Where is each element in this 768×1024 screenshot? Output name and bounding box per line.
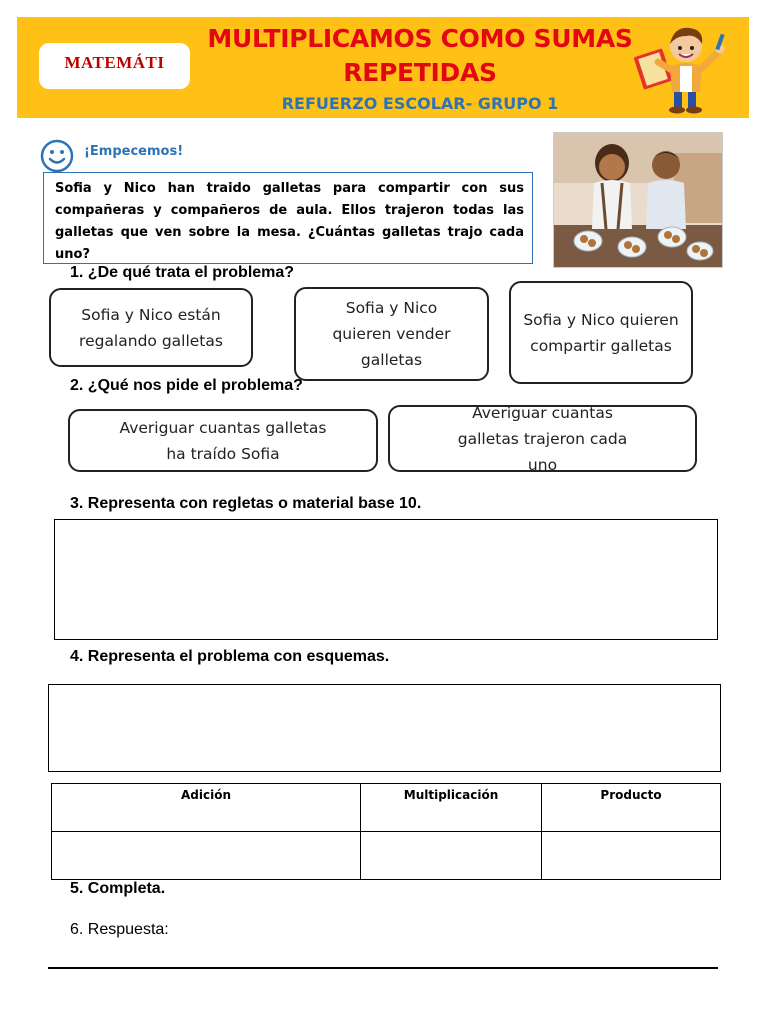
question-4-label: 4. Representa el problema con esquemas.	[70, 648, 390, 665]
student-illustration	[634, 22, 734, 114]
q1-option-1-text: Sofia y Nico están regalando galletas	[79, 305, 223, 350]
q1-option-2[interactable]	[294, 287, 489, 381]
operation-table	[51, 783, 721, 880]
subject-label: MATEMÁTI	[64, 53, 165, 72]
q1-option-3[interactable]	[509, 281, 693, 384]
question-6-label: 6. Respuesta:	[70, 921, 169, 938]
page-title	[190, 22, 650, 90]
table-header-row	[52, 784, 721, 832]
header-producto: Producto	[542, 784, 721, 832]
header-adicion: Adición	[52, 784, 361, 832]
cell-producto[interactable]	[542, 832, 721, 880]
q2-option-1[interactable]	[68, 409, 378, 472]
header-multiplicacion: Multiplicación	[361, 784, 542, 832]
q2-option-2-text: Averiguar cuantas galletas trajeron cada uno	[457, 403, 628, 474]
title-line-2: REPETIDAS	[343, 58, 497, 87]
title-line-1: MULTIPLICAMOS COMO SUMAS	[207, 24, 633, 53]
answer-line[interactable]	[48, 967, 718, 969]
section-heading: ¡Empecemos!	[84, 144, 184, 159]
q1-option-2-text: Sofia y Nico quieren vender galletas	[332, 299, 451, 369]
q1-option-1[interactable]	[49, 288, 253, 367]
subject-badge	[39, 43, 190, 89]
question-3-label: 3. Representa con regletas o material base 10.	[70, 495, 422, 512]
cell-adicion[interactable]	[52, 832, 361, 880]
problem-statement: Sofia y Nico han traido galletas para compartir con sus compañeras y compañeros de aula. Ellos trajeron todas las galletas que ven sobre la mesa. ¿Cuántas galletas trajo cada uno?	[43, 172, 533, 264]
cell-multiplicacion[interactable]	[361, 832, 542, 880]
schema-answer-box[interactable]	[48, 684, 721, 772]
q2-option-2[interactable]	[388, 405, 697, 472]
page-subtitle: REFUERZO ESCOLAR- GRUPO 1	[281, 94, 559, 113]
children-cookies-photo	[553, 132, 723, 268]
question-1-label: 1. ¿De qué trata el problema?	[70, 264, 295, 281]
table-row	[52, 832, 721, 880]
question-2-label: 2. ¿Qué nos pide el problema?	[70, 377, 303, 394]
smiley-icon	[40, 139, 74, 173]
question-5-label: 5. Completa.	[70, 880, 166, 897]
q2-option-1-text: Averiguar cuantas galletas ha traído Sofia	[119, 418, 327, 463]
q1-option-3-text: Sofia y Nico quieren compartir galletas	[523, 310, 679, 355]
regletas-answer-box[interactable]	[54, 519, 718, 640]
